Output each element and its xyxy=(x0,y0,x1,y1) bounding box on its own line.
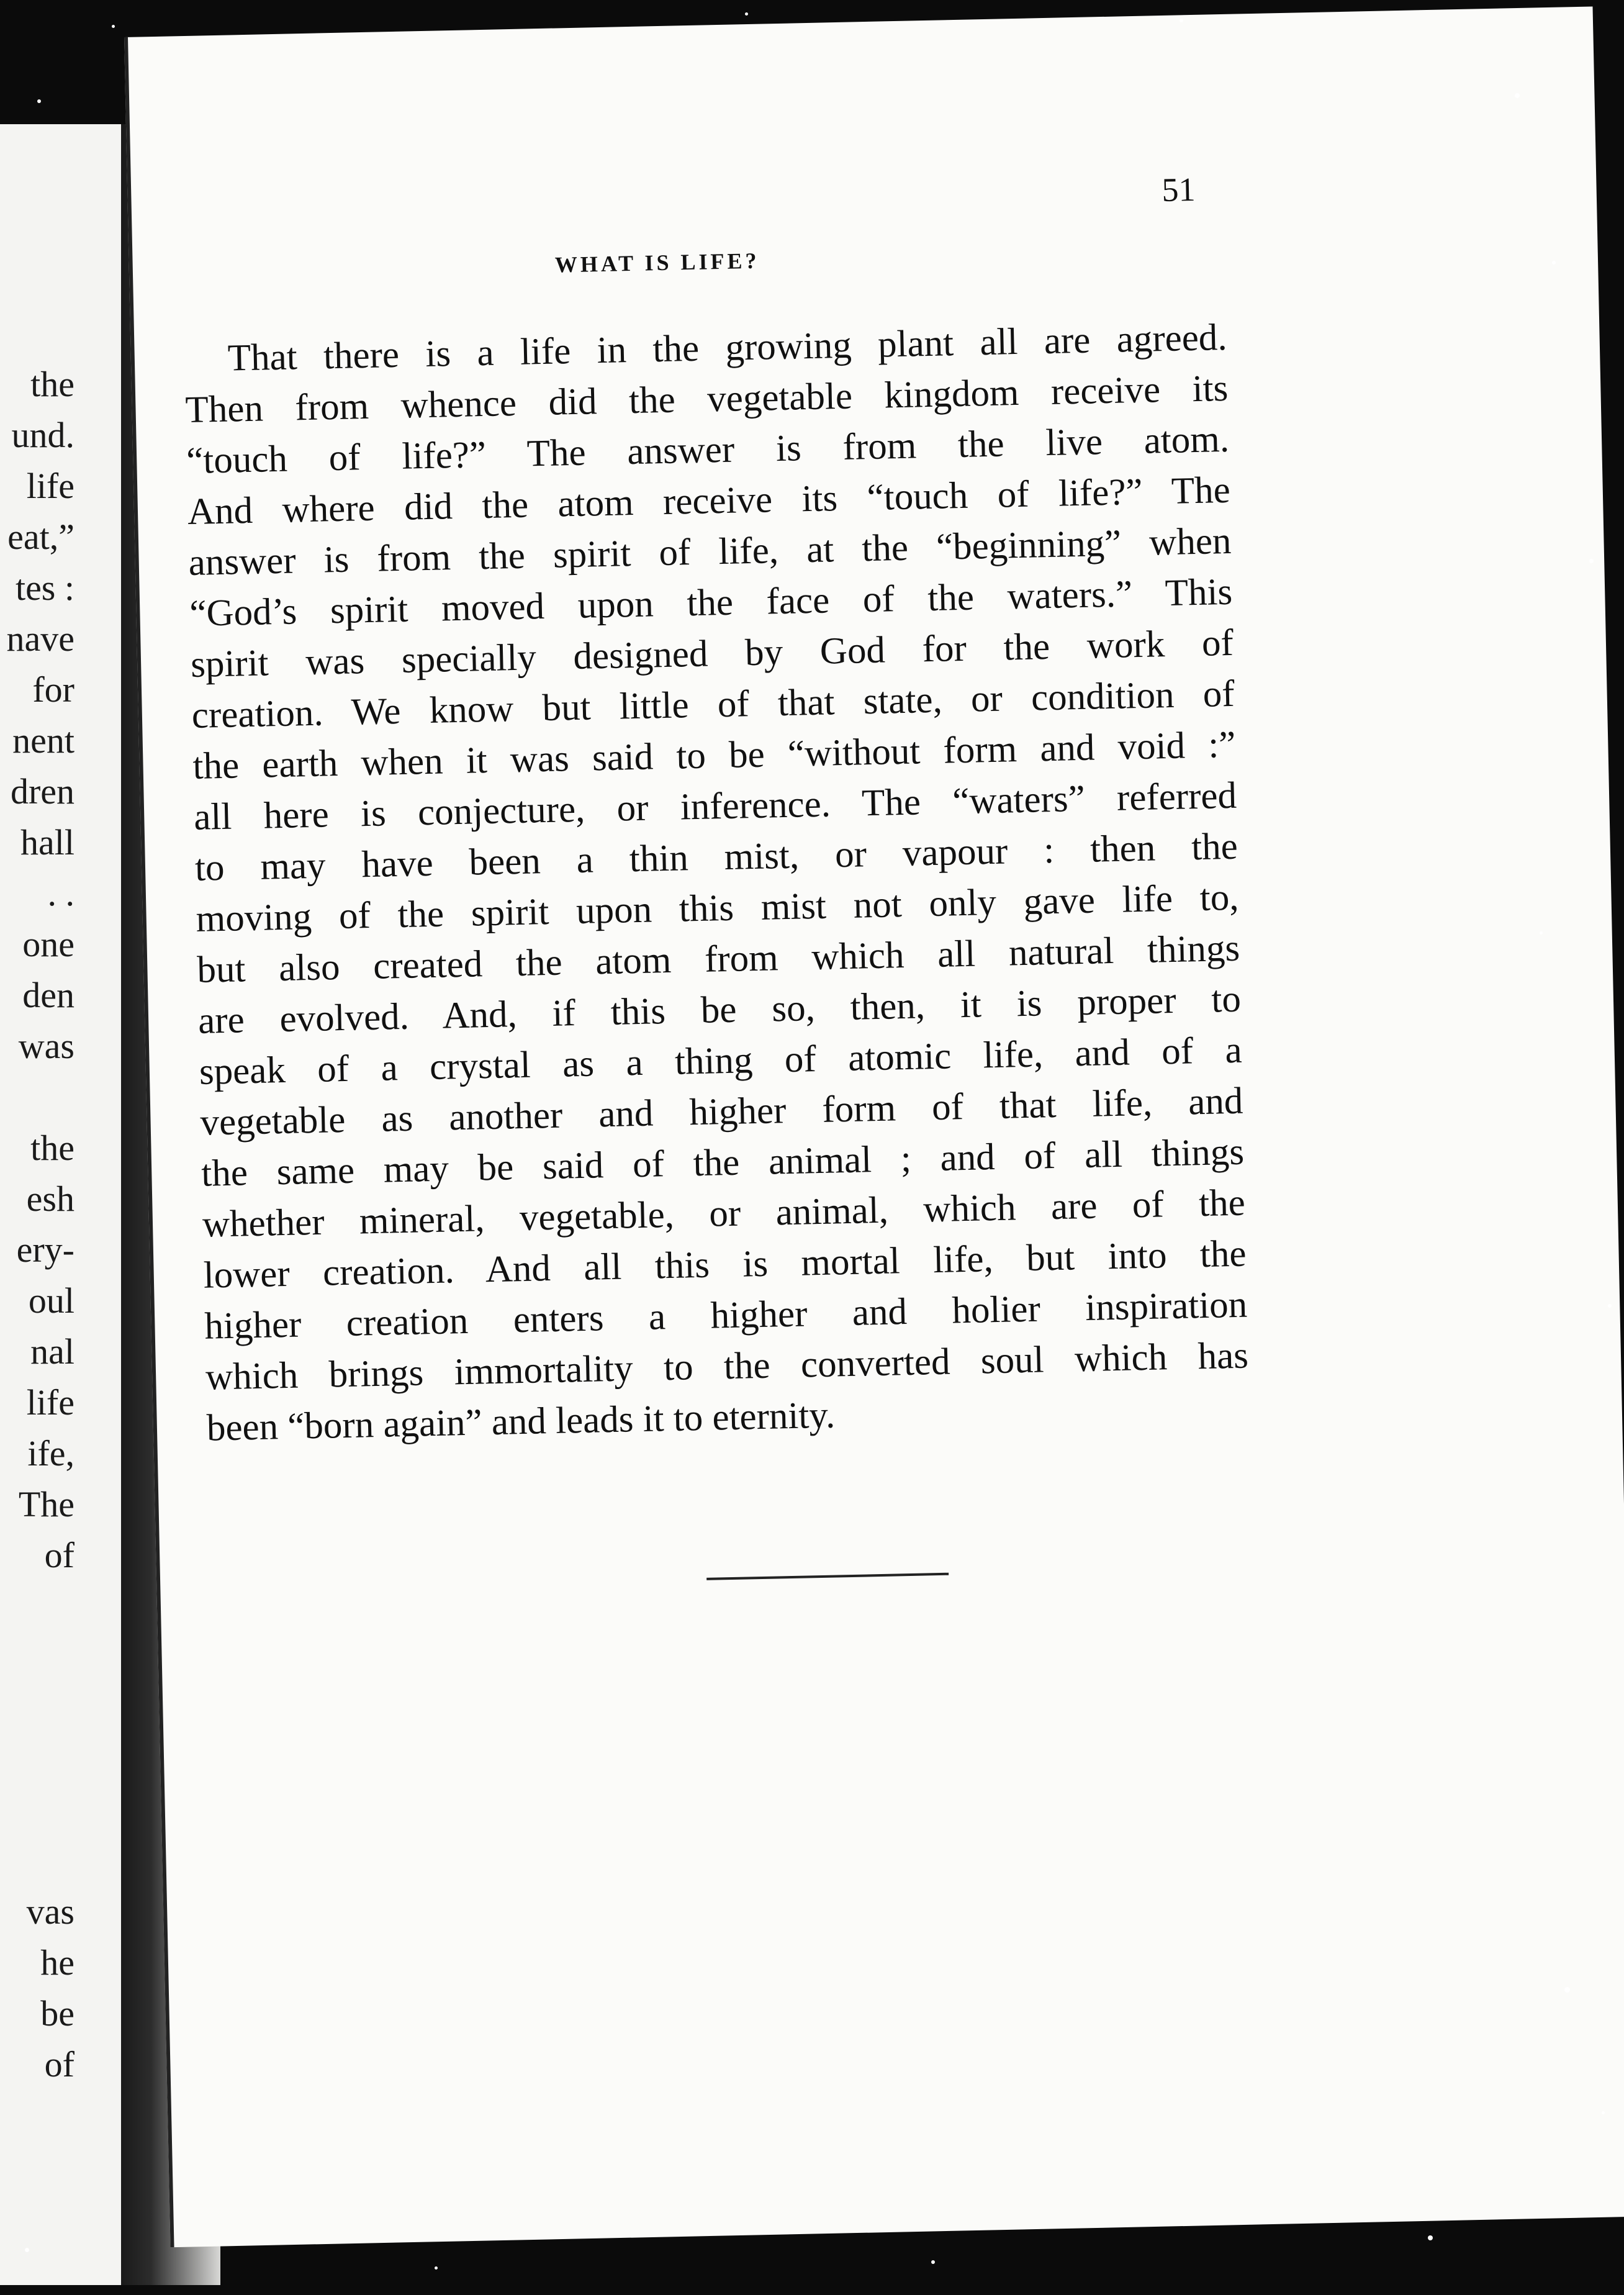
scan-noise-speck xyxy=(931,2260,935,2264)
scan-noise-speck xyxy=(25,2248,29,2252)
body-paragraph xyxy=(184,312,1250,1454)
scan-noise-speck xyxy=(1602,2111,1605,2114)
scan-noise-speck xyxy=(1540,931,1543,935)
previous-page-line-fragment: dren xyxy=(10,771,74,812)
scan-noise-speck xyxy=(1552,261,1556,265)
text-line: vegetable as another and higher form of that life, and xyxy=(199,1080,1243,1144)
previous-page-line-fragment: und. xyxy=(11,415,74,455)
previous-page-line-fragment: the xyxy=(30,364,74,404)
text-line: whether mineral, vegetable, or animal, which are of the xyxy=(202,1182,1246,1246)
text-line: but also created the atom from which all natural things xyxy=(196,927,1240,991)
previous-page-line-fragment: was xyxy=(18,1026,74,1066)
text-line: That there is a life in the growing plant all are agreed. xyxy=(227,316,1228,379)
previous-page-line-fragment: the xyxy=(30,1128,74,1168)
previous-page-line-fragment: oul xyxy=(28,1280,74,1321)
previous-page-line-fragment: eat,” xyxy=(7,517,74,557)
running-head: WHAT IS LIFE? xyxy=(554,248,760,278)
text-line: spirit was specially designed by God for the work of xyxy=(190,622,1234,686)
scan-noise-speck xyxy=(1564,1987,1570,1993)
scan-noise-speck xyxy=(1608,1304,1612,1308)
scan-noise-speck xyxy=(745,12,748,16)
previous-page-line-fragment: nal xyxy=(30,1331,74,1372)
text-line: which brings immortality to the converted soul which has xyxy=(205,1334,1249,1398)
text-line: moving of the spirit upon this mist not only gave life to, xyxy=(196,876,1240,940)
text-line: the same may be said of the animal ; and of all things xyxy=(201,1131,1245,1195)
text-line: are evolved. And, if this be so, then, it is proper to xyxy=(197,978,1242,1042)
previous-page-line-fragment: den xyxy=(22,975,74,1015)
text-line: Then from whence did the vegetable kingdom receive its xyxy=(184,367,1229,432)
previous-page-line-fragment: . . xyxy=(47,873,74,913)
text-line: all here is conjecture, or inference. The “waters” referred xyxy=(193,774,1237,838)
previous-page-line-fragment: hall xyxy=(20,822,74,862)
previous-page-line-fragment: esh xyxy=(26,1179,74,1219)
text-line: higher creation enters a higher and holier inspiration xyxy=(204,1283,1248,1347)
text-line: And where did the atom receive its “touch of life?” The xyxy=(187,469,1231,533)
scan-noise-speck xyxy=(37,99,41,103)
previous-page-line-fragment: The xyxy=(18,1484,74,1524)
previous-page-line-fragment: life xyxy=(26,466,74,506)
previous-page-line-fragment: for xyxy=(32,669,74,710)
text-line: “touch of life?” The answer is from the live atom. xyxy=(186,418,1230,482)
scan-noise-speck xyxy=(1428,2235,1433,2240)
previous-page-line-fragment: he xyxy=(40,1942,74,1983)
previous-page-line-fragment: of xyxy=(44,2044,74,2085)
previous-page-line-fragment: one xyxy=(22,924,74,964)
previous-page-line-fragment: ife, xyxy=(27,1433,74,1473)
previous-page-line-fragment: be xyxy=(40,1993,74,2034)
text-line: been “born again” and leads it to eternity. xyxy=(206,1394,836,1449)
scan-noise-speck xyxy=(435,2266,438,2270)
text-line: creation. We know but little of that state, or condition of xyxy=(191,672,1235,736)
scan-noise-speck xyxy=(112,25,115,28)
scan-noise-speck xyxy=(1180,19,1183,22)
scan-noise-speck xyxy=(1515,93,1520,98)
section-end-rule xyxy=(706,1573,949,1580)
previous-page-line-fragment: life xyxy=(26,1382,74,1423)
page-number: 51 xyxy=(1161,170,1196,209)
previous-page-fragment xyxy=(0,124,124,2285)
previous-page-line-fragment: vas xyxy=(26,1891,74,1932)
book-page xyxy=(124,6,1624,2247)
previous-page-line-fragment: nave xyxy=(6,618,74,659)
text-line: speak of a crystal as a thing of atomic life, and of a xyxy=(199,1029,1243,1093)
text-line: lower creation. And all this is mortal life, but into the xyxy=(203,1233,1247,1297)
previous-page-line-fragment: tes : xyxy=(15,568,74,608)
scan-noise-speck xyxy=(1589,559,1594,563)
previous-page-line-fragment: nent xyxy=(12,720,74,761)
text-line: to may have been a thin mist, or vapour : then the xyxy=(194,825,1238,889)
text-line: the earth when it was said to be “without form and void :” xyxy=(192,723,1236,787)
previous-page-line-fragment: ery- xyxy=(16,1229,74,1270)
text-line: “God’s spirit moved upon the face of the waters.” This xyxy=(189,571,1233,635)
previous-page-line-fragment: of xyxy=(44,1535,74,1575)
text-line: answer is from the spirit of life, at the “beginning” when xyxy=(188,520,1232,584)
